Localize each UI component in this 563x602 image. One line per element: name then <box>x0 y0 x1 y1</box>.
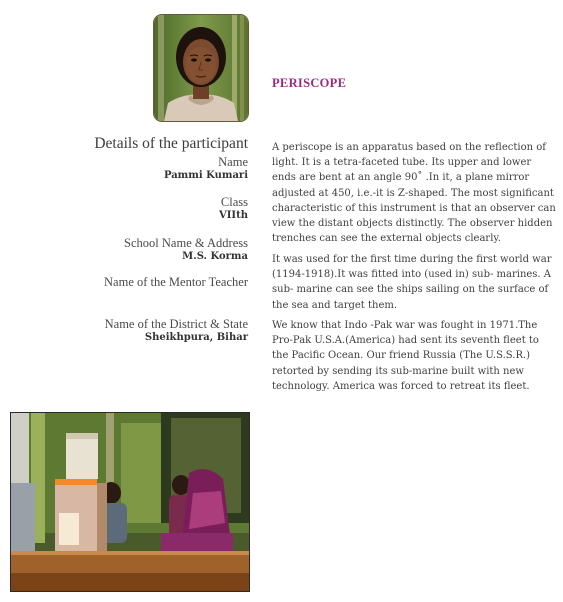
name-label: Name <box>218 155 248 169</box>
mentor-label: Name of the Mentor Teacher <box>104 275 248 289</box>
school-value: M.S. Korma <box>182 251 248 262</box>
article-paragraph-3: We know that Indo -Pak war was fought in 1971.The Pro-Pak U.S.A.(America) had sent its seventh fleet to the Pacific Ocean. Our friend Russia (The U.S.S.R.) retorted by sending its sub-marine built with new technology. America was forced to retreat its fleet. <box>272 320 539 392</box>
class-label: Class <box>220 195 248 209</box>
name-value: Pammi Kumari <box>163 170 248 181</box>
periscope-model-photo <box>10 412 250 592</box>
participant-section-title: Details of the participant <box>94 135 248 152</box>
scene-image <box>11 413 249 591</box>
article-title: PERISCOPE <box>272 76 347 90</box>
article-paragraph-2: It was used for the first time during the first world war (1194-1918).It was fitted into (used in) sub- marines. A sub- marine can see the ships sailing on the surface of the sea and target them. <box>272 254 552 311</box>
class-value: VIIth <box>218 210 248 221</box>
name-field <box>60 155 248 183</box>
class-field <box>60 195 248 223</box>
district-value: Sheikhpura, Bihar <box>144 332 248 343</box>
school-field <box>60 236 248 264</box>
article-paragraph-1: A periscope is an apparatus based on the reflection of light. It is a tetra-faceted tube. Its upper and lower ends are bent at an angle 90˚ .In it, a plane mirror adjusted at 450, i.e.-it is Z-shaped. The most significant characteristic of this instrument is that an observer can view the distant objects distinctly. The observer hidden trenches can see the external objects clearly. <box>272 142 556 245</box>
district-label: Name of the District & State <box>104 317 248 331</box>
district-field <box>60 317 248 345</box>
participant-photo <box>153 14 249 122</box>
portrait-image <box>154 15 248 121</box>
school-label: School Name & Address <box>124 236 248 250</box>
mentor-field <box>60 275 248 289</box>
